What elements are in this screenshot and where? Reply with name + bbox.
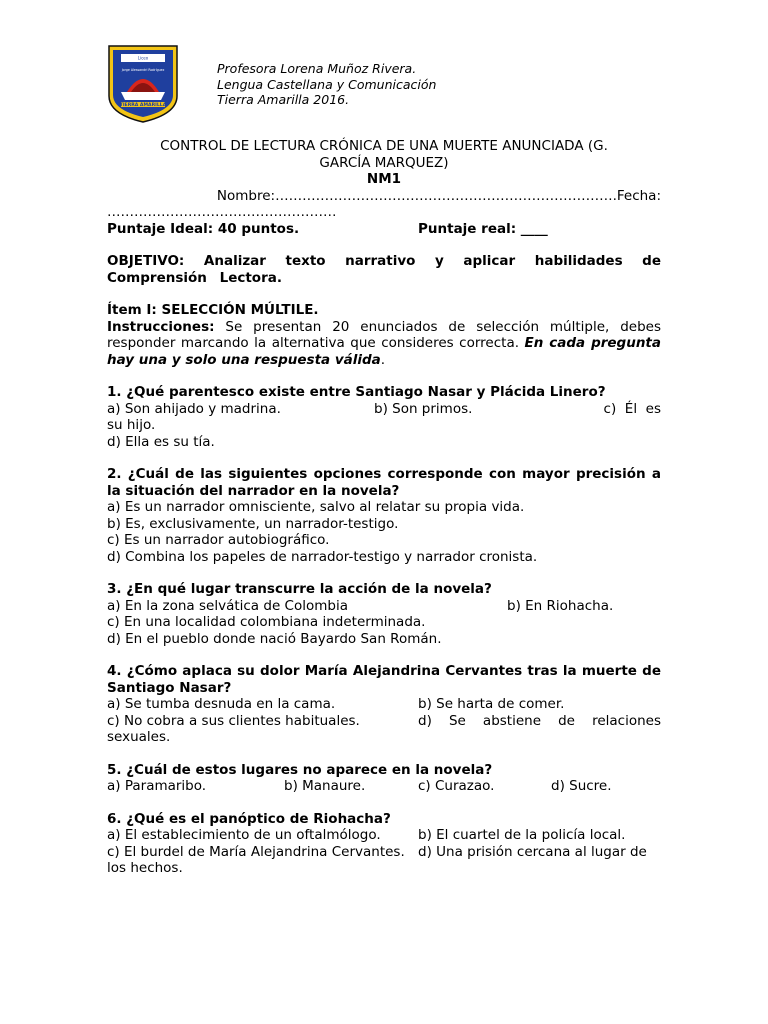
- option-c: c) Curazao.: [418, 778, 495, 794]
- option-b: b) Se harta de comer.: [418, 696, 565, 712]
- option-b: b) Manaure.: [284, 778, 366, 794]
- nombre-field-continued: ……………………………………………: [107, 204, 337, 220]
- teacher-info: [217, 61, 436, 108]
- option-a: a) El establecimiento de un oftalmólogo.: [107, 827, 381, 843]
- options-row: [107, 401, 661, 418]
- option-b: b) En Riohacha.: [507, 597, 614, 614]
- subject-name: Lengua Castellana y Comunicación: [217, 76, 437, 92]
- crest-bottom-text: TIERRA AMARILLA: [119, 103, 167, 108]
- puntaje-ideal: Puntaje Ideal: 40 puntos.: [107, 220, 300, 237]
- option-c: c) Él es: [603, 400, 661, 417]
- question-1: [107, 384, 661, 450]
- crest-sub-text: Jorge Alessandri Rodríguez: [121, 68, 165, 72]
- question-6: [107, 811, 661, 877]
- option-c-continued: su hijo.: [107, 417, 156, 433]
- options-row: [107, 696, 661, 713]
- option-a: a) Se tumba desnuda en la cama.: [107, 696, 336, 712]
- question-text: 3. ¿En qué lugar transcurre la acción de la novela?: [107, 581, 492, 597]
- option-d-line2: los hechos.: [107, 860, 183, 876]
- question-5: [107, 762, 661, 795]
- option-b: b) Es, exclusivamente, un narrador-testigo.: [107, 515, 399, 532]
- nombre-field: Nombre:………………………………………………………………….Fecha:: [216, 187, 661, 204]
- puntaje-real: Puntaje real: ____: [418, 220, 548, 237]
- instructions-text: Se presentan 20 enunciados de selección múltiple, debes responder marcando la alternativa que consideres correcta.: [107, 318, 661, 351]
- question-text: 5. ¿Cuál de estos lugares no aparece en la novela?: [107, 761, 493, 778]
- question-text: 4. ¿Cómo aplaca su dolor María Alejandrina Cervantes tras la muerte de Santiago Nasar?: [107, 663, 661, 696]
- instructions-end: .: [380, 351, 386, 368]
- options-row: [107, 598, 661, 615]
- option-b: b) El cuartel de la policía local.: [418, 827, 626, 843]
- score-row: [107, 221, 661, 238]
- question-3: [107, 581, 661, 647]
- option-a: a) Son ahijado y madrina.: [107, 400, 281, 417]
- option-c: c) El burdel de María Alejandrina Cervantes.: [107, 843, 405, 860]
- objective: OBJETIVO: Analizar texto narrativo y aplicar habilidades de Comprensión Lectora.: [107, 253, 661, 286]
- option-c: c) No cobra a sus clientes habituales.: [107, 712, 360, 729]
- option-d-line1: d) Una prisión cercana al lugar de: [418, 843, 647, 860]
- question-text: 2. ¿Cuál de las siguientes opciones corresponde con mayor precisión a la situación del narrador en la novela?: [107, 466, 661, 499]
- doc-title-line2: GARCÍA MARQUEZ): [319, 154, 449, 171]
- doc-level: NM1: [366, 171, 402, 187]
- option-c: c) Es un narrador autobiográfico.: [107, 532, 330, 548]
- doc-title-line1: CONTROL DE LECTURA CRÓNICA DE UNA MUERTE ANUNCIADA (G.: [160, 138, 608, 154]
- option-d: d) Sucre.: [551, 778, 612, 794]
- option-d-line1: d) Se abstiene de relaciones: [418, 712, 661, 729]
- crest-top-text: Liceo: [137, 55, 149, 61]
- instructions-emphasis: En cada pregunta hay una y solo una respuesta válida: [107, 335, 661, 368]
- document-body: [107, 138, 661, 877]
- question-4: [107, 663, 661, 746]
- option-d-line2: sexuales.: [107, 729, 171, 745]
- school-crest-logo: [107, 44, 179, 124]
- option-d: d) En el pueblo donde nació Bayardo San Román.: [107, 630, 442, 647]
- teacher-name: Profesora Lorena Muñoz Rivera.: [217, 61, 417, 76]
- option-b: b) Son primos.: [374, 400, 473, 417]
- option-a: a) Paramaribo.: [107, 778, 207, 794]
- options-row: [107, 778, 661, 795]
- option-d: d) Combina los papeles de narrador-testigo y narrador cronista.: [107, 548, 538, 565]
- options-row: [107, 844, 661, 861]
- option-a: a) En la zona selvática de Colombia: [107, 597, 348, 614]
- question-2: [107, 466, 661, 565]
- options-row: [107, 827, 661, 844]
- option-d: d) Ella es su tía.: [107, 433, 215, 450]
- instructions: [107, 319, 661, 369]
- option-c: c) En una localidad colombiana indeterminada.: [107, 614, 426, 630]
- question-text: 1. ¿Qué parentesco existe entre Santiago Nasar y Plácida Linero?: [107, 384, 606, 400]
- item-heading: Ítem I: SELECCIÓN MÚLTILE.: [107, 302, 319, 318]
- place-year: Tierra Amarilla 2016.: [217, 92, 350, 107]
- instructions-label: Instrucciones:: [107, 318, 215, 335]
- option-a: a) Es un narrador omnisciente, salvo al relatar su propia vida.: [107, 499, 525, 515]
- question-text: 6. ¿Qué es el panóptico de Riohacha?: [107, 810, 391, 827]
